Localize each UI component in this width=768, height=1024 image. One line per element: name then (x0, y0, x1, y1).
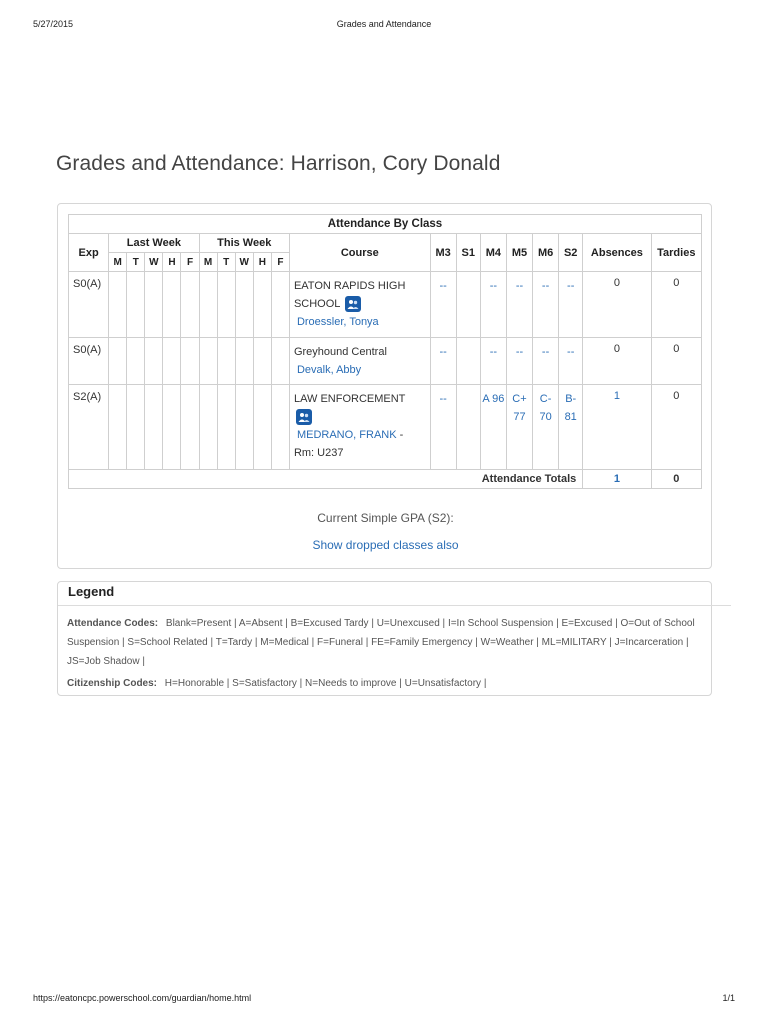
teacher-link[interactable]: MEDRANO, FRANK (296, 429, 397, 441)
grade-m3[interactable] (430, 338, 456, 385)
table-row (69, 385, 702, 470)
absences-cell: 0 (583, 338, 651, 385)
day-cell (163, 385, 181, 470)
col-m4: M4 (480, 234, 506, 272)
day-cell (181, 338, 199, 385)
col-m6: M6 (533, 234, 559, 272)
day-header: F (271, 253, 289, 272)
legend-panel (57, 581, 712, 696)
email-teacher-icon[interactable] (296, 409, 312, 425)
teacher-link[interactable]: Devalk, Abby (296, 364, 362, 376)
grade-link[interactable]: C+ 77 (512, 393, 527, 423)
col-course: Course (289, 234, 430, 272)
print-date: 5/27/2015 (33, 19, 74, 29)
day-cell (271, 338, 289, 385)
grade-s1 (456, 272, 480, 338)
grade-m5[interactable] (506, 385, 532, 470)
grade-m3[interactable] (430, 272, 456, 338)
col-m5: M5 (506, 234, 532, 272)
day-cell (253, 338, 271, 385)
attendance-codes-text: Blank=Present | A=Absent | B=Excused Tardy | U=Unexcused | I=In School Suspension | E=Excused | O=Out of School Suspension | S=School Related | T=Tardy | M=Medical | F=Funeral | FE=Family Emergency | W=Weather | ML=MILITARY | J=Incarceration | JS=Job Shadow | (67, 618, 695, 667)
day-cell (235, 338, 253, 385)
grade-link[interactable]: -- (439, 346, 447, 358)
attendance-panel (57, 203, 712, 569)
email-teacher-icon[interactable] (345, 296, 361, 312)
exp-cell: S2(A) (69, 385, 109, 470)
grade-link[interactable]: -- (439, 280, 447, 292)
day-header: T (217, 253, 235, 272)
day-cell (199, 272, 217, 338)
day-cell (217, 338, 235, 385)
grade-link[interactable]: -- (489, 346, 498, 358)
grade-link[interactable]: B- 81 (564, 393, 577, 423)
totals-row (69, 470, 702, 489)
grade-link[interactable]: -- (515, 280, 524, 292)
day-header: T (127, 253, 145, 272)
grade-s1 (456, 338, 480, 385)
day-cell (199, 385, 217, 470)
day-cell (181, 385, 199, 470)
citizenship-codes-label: Citizenship Codes: (67, 678, 158, 689)
course-name: EATON RAPIDS HIGH SCHOOL (293, 280, 406, 310)
total-absences-link[interactable]: 1 (613, 473, 620, 485)
day-cell (163, 338, 181, 385)
day-cell (271, 272, 289, 338)
col-s1: S1 (456, 234, 480, 272)
col-absences: Absences (583, 234, 651, 272)
exp-cell: S0(A) (69, 272, 109, 338)
grade-link[interactable]: -- (439, 393, 447, 405)
grade-link[interactable]: -- (541, 346, 550, 358)
table-caption: Attendance By Class (69, 215, 702, 234)
day-cell (271, 385, 289, 470)
grade-s1 (456, 385, 480, 470)
grade-link[interactable]: -- (567, 280, 575, 292)
day-header: F (181, 253, 199, 272)
day-header: H (253, 253, 271, 272)
day-cell (235, 385, 253, 470)
day-cell (217, 385, 235, 470)
course-name: LAW ENFORCEMENT (293, 393, 406, 405)
grade-m4[interactable] (480, 272, 506, 338)
grade-s2[interactable] (559, 338, 583, 385)
grade-link[interactable]: -- (515, 346, 524, 358)
exp-cell: S0(A) (69, 338, 109, 385)
day-cell (145, 272, 163, 338)
day-cell (109, 338, 127, 385)
tardies-cell: 0 (651, 272, 701, 338)
col-exp: Exp (69, 234, 109, 272)
page-title: Grades and Attendance: Harrison, Cory Donald (56, 152, 501, 175)
grade-s2[interactable] (559, 272, 583, 338)
day-header: M (109, 253, 127, 272)
day-header: W (235, 253, 253, 272)
day-cell (253, 272, 271, 338)
teacher-link[interactable]: Droessler, Tonya (296, 316, 379, 328)
tardies-cell: 0 (651, 338, 701, 385)
grade-m4[interactable] (480, 338, 506, 385)
day-cell (235, 272, 253, 338)
day-cell (199, 338, 217, 385)
day-cell (253, 385, 271, 470)
total-tardies: 0 (651, 470, 701, 489)
course-cell (289, 338, 430, 385)
table-row (69, 272, 702, 338)
course-cell (289, 385, 430, 470)
absences-cell: 0 (583, 272, 651, 338)
legend-title: Legend (58, 582, 731, 606)
grade-m6[interactable] (533, 272, 559, 338)
citizenship-codes-text: H=Honorable | S=Satisfactory | N=Needs to improve | U=Unsatisfactory | (164, 678, 487, 689)
attendance-table (68, 214, 702, 489)
print-page-number: 1/1 (722, 993, 735, 1003)
col-this-week: This Week (199, 234, 289, 253)
day-cell (127, 385, 145, 470)
attendance-codes-label: Attendance Codes: (67, 618, 159, 629)
day-cell (163, 272, 181, 338)
day-cell (145, 338, 163, 385)
day-cell (217, 272, 235, 338)
grade-m4[interactable] (480, 385, 506, 470)
day-cell (145, 385, 163, 470)
day-header: M (199, 253, 217, 272)
course-name: Greyhound Central (293, 346, 387, 358)
day-cell (109, 272, 127, 338)
grade-m3[interactable] (430, 385, 456, 470)
grade-link[interactable]: -- (541, 280, 550, 292)
grade-m6[interactable] (533, 385, 559, 470)
grade-s2[interactable] (559, 385, 583, 470)
col-m3: M3 (430, 234, 456, 272)
grade-m5[interactable] (506, 272, 532, 338)
day-header: W (145, 253, 163, 272)
legend-body (67, 614, 703, 696)
absences-link[interactable]: 1 (613, 390, 620, 402)
col-s2: S2 (559, 234, 583, 272)
grade-m6[interactable] (533, 338, 559, 385)
day-cell (181, 272, 199, 338)
day-cell (109, 385, 127, 470)
total-absences[interactable] (583, 470, 651, 489)
attendance-codes (67, 614, 703, 671)
course-cell (289, 272, 430, 338)
room-label: - Rm: U237 (293, 429, 404, 459)
day-cell (127, 338, 145, 385)
day-header: H (163, 253, 181, 272)
print-url: https://eatoncpc.powerschool.com/guardian/home.html (33, 993, 252, 1003)
grade-link[interactable]: -- (567, 346, 575, 358)
show-dropped-link[interactable]: Show dropped classes also (312, 538, 459, 552)
grade-link[interactable]: C- 70 (539, 393, 552, 423)
grade-m5[interactable] (506, 338, 532, 385)
grade-link[interactable]: -- (489, 280, 498, 292)
grade-link[interactable]: A 96 (482, 393, 505, 405)
print-title: Grades and Attendance (336, 19, 432, 29)
col-tardies: Tardies (651, 234, 701, 272)
day-cell (127, 272, 145, 338)
table-row (69, 338, 702, 385)
tardies-cell: 0 (651, 385, 701, 470)
citizenship-codes (67, 674, 703, 693)
totals-label: Attendance Totals (69, 470, 583, 489)
gpa-label: Current Simple GPA (S2): (317, 511, 454, 525)
col-last-week: Last Week (109, 234, 199, 253)
absences-cell[interactable] (583, 385, 651, 470)
